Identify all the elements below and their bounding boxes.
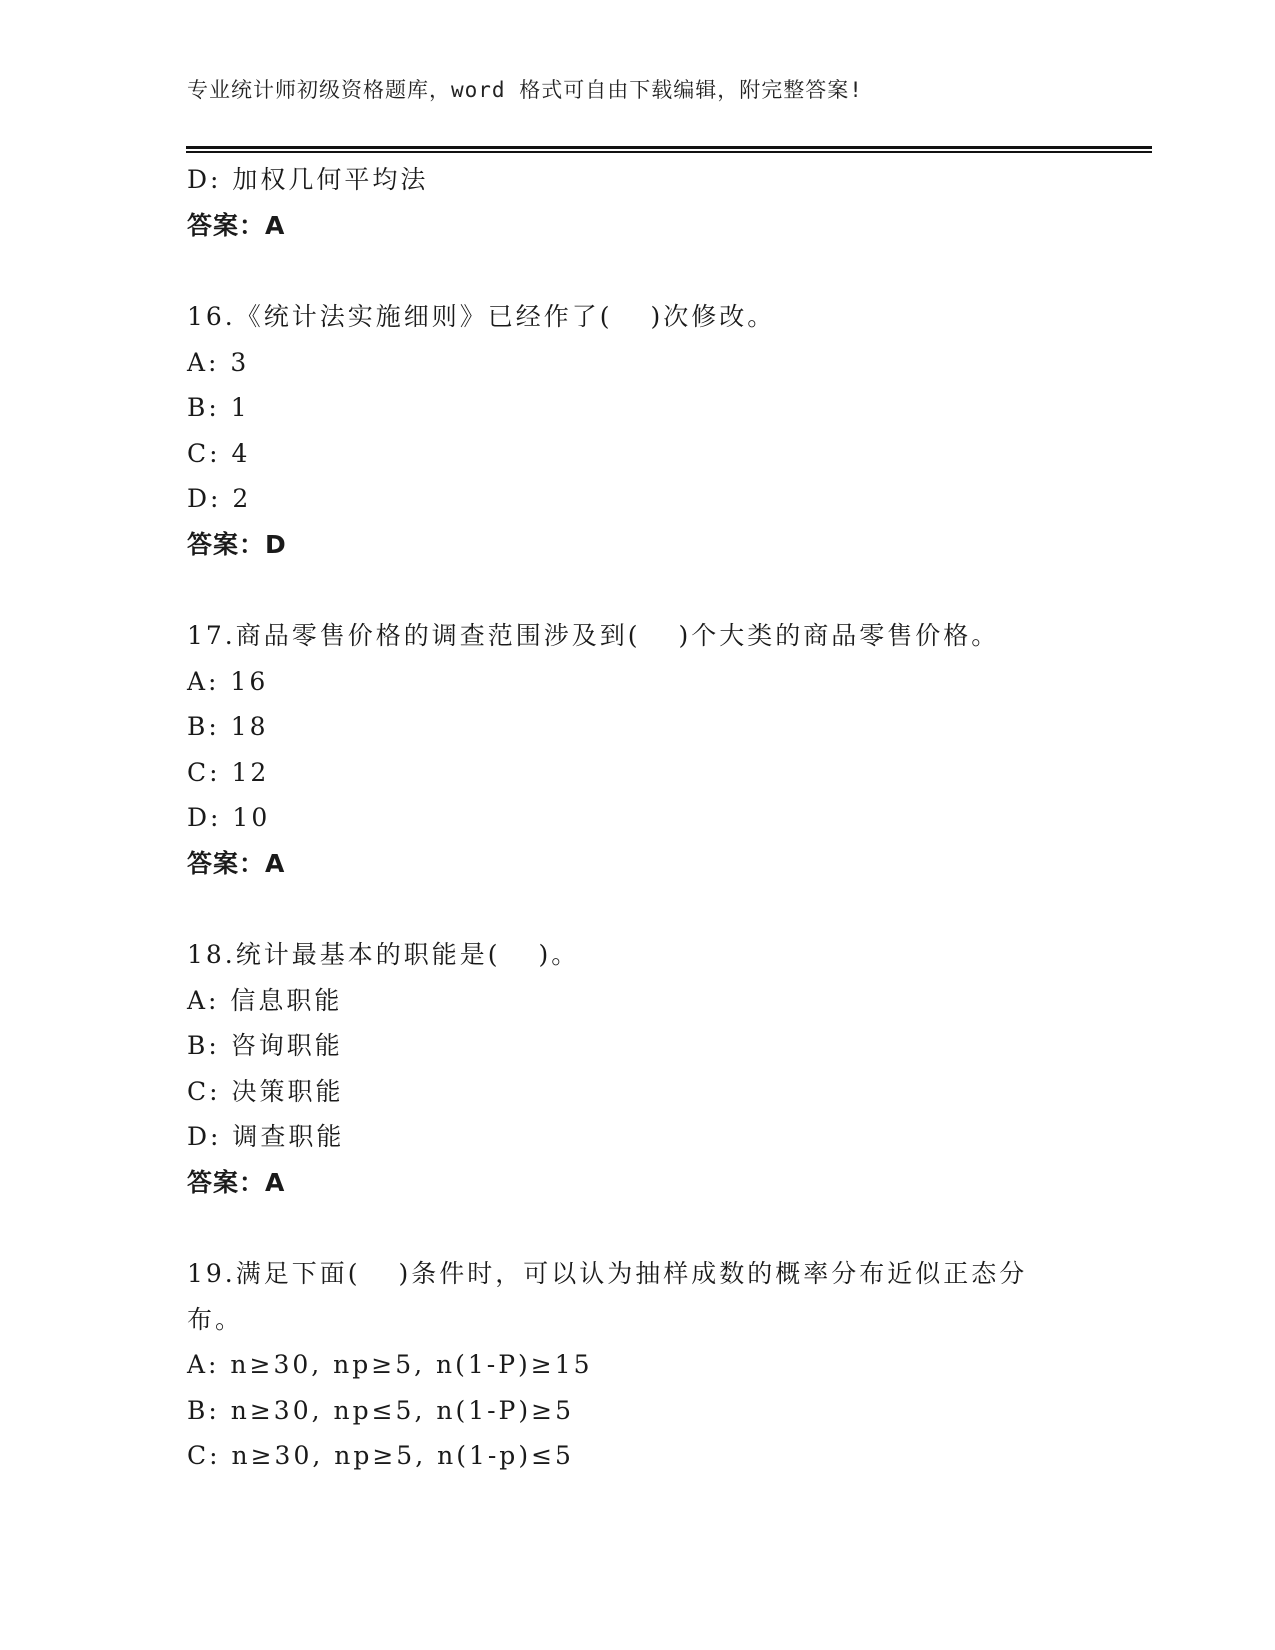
option-b: B: 咨询职能 [187,1031,343,1060]
answer: 答案：D [187,529,287,559]
option-b: B: n≥30, np≤5, n(1-P)≥5 [187,1395,574,1425]
option-a: A: n≥30, np≥5, n(1-P)≥15 [187,1350,593,1379]
option-a: A: 16 [187,666,269,696]
option-d: D: 加权几何平均法 [187,165,429,194]
question-stem: 18.统计最基本的职能是( )。 [187,940,580,969]
option-c: C: 4 [187,438,251,468]
header-rule-thin [186,151,1152,153]
option-b: B: 1 [187,393,250,422]
answer: 答案：A [187,848,286,878]
answer: 答案：A [187,210,286,240]
option-c: C: 决策职能 [187,1076,344,1106]
option-a: A: 信息职能 [187,985,343,1015]
option-d: D: 2 [187,484,252,513]
option-b: B: 18 [187,712,269,741]
document-header: 专业统计师初级资格题库，word 格式可自由下载编辑，附完整答案! [187,78,863,102]
option-a: A: 3 [187,347,250,377]
option-c: C: n≥30, np≥5, n(1-p)≤5 [187,1441,574,1470]
option-d: D: 10 [187,803,271,832]
question-stem-continued: 布。 [187,1304,244,1334]
option-c: C: 12 [187,757,270,787]
option-d: D: 调查职能 [187,1122,345,1151]
question-stem: 17.商品零售价格的调查范围涉及到( )个大类的商品零售价格。 [187,621,1000,650]
header-rule-thick [186,146,1152,149]
document-body [187,157,1087,1479]
question-stem: 16.《统计法实施细则》已经作了( )次修改。 [187,302,776,331]
answer: 答案：A [187,1167,286,1197]
question-stem: 19.满足下面( )条件时，可以认为抽样成数的概率分布近似正态分 [187,1259,1028,1288]
